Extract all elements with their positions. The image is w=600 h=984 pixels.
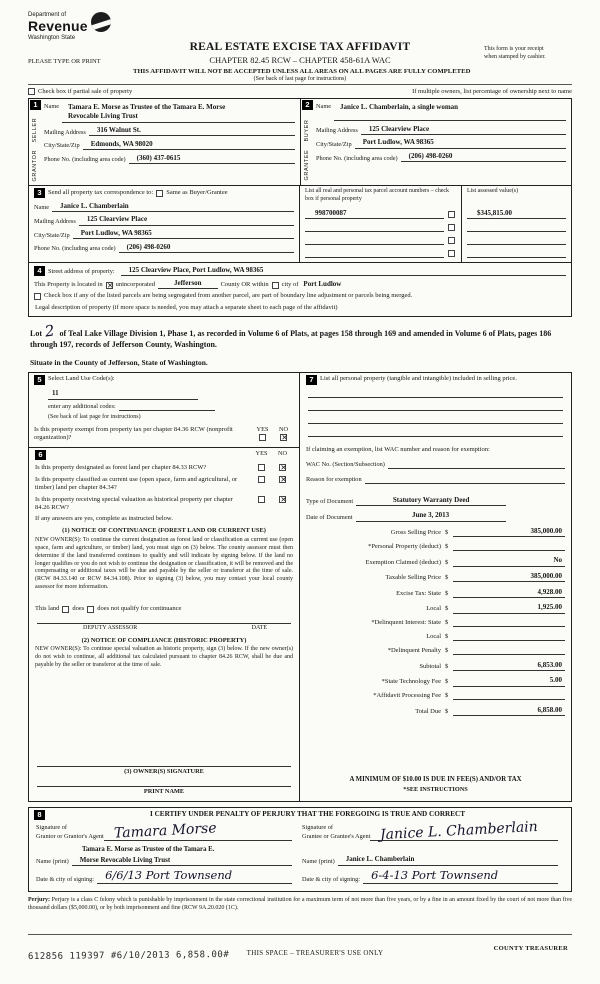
- fee-label-personal-deduct: *Personal Property (deduct): [368, 542, 441, 550]
- does-not-label: does not qualify for continuance: [97, 605, 182, 613]
- notice2-title: (2) NOTICE OF COMPLIANCE (HISTORIC PROPERTY): [81, 636, 247, 644]
- see-back-note: (See back of last page for instructions): [253, 76, 347, 83]
- dollar-sign: $: [445, 542, 449, 550]
- county-or-label: County OR within: [220, 280, 269, 288]
- middle-columns: [28, 372, 572, 802]
- fee-value-personal-deduct[interactable]: [453, 543, 565, 552]
- fee-label-excise-local: Local: [426, 605, 441, 613]
- corr-csz-label: City/State/Zip: [34, 231, 70, 239]
- parties-row: [28, 98, 572, 185]
- seller-side-word: SELLER: [31, 118, 38, 143]
- parcel-personal-checkbox-1[interactable]: [448, 211, 455, 218]
- additional-codes-field[interactable]: [119, 403, 215, 412]
- seller-mailing-label: Mailing Address: [44, 128, 86, 136]
- dept-of-label: Department of: [28, 12, 67, 18]
- street-address-field[interactable]: 125 Clearview Place, Port Ludlow, WA 98365: [121, 266, 566, 276]
- send-correspondence-label: Send all property tax correspondence to:: [48, 189, 154, 197]
- exemption-label: If claiming an exemption, list WAC number and reason for exemption:: [306, 445, 490, 453]
- street-address-label: Street address of property:: [48, 268, 115, 276]
- form-title: REAL ESTATE EXCISE TAX AFFIDAVIT: [189, 41, 411, 53]
- grantor-date-city-handwriting: 6/6/13 Port Townsend: [105, 868, 233, 883]
- dollar-sign: $: [445, 707, 449, 715]
- grantee-signature-handwriting: Janice L. Chamberlain: [380, 818, 539, 843]
- parcel-numbers-header: List all real and personal tax parcel account numbers – check box if personal property: [305, 188, 449, 202]
- section-5-badge: 5: [34, 375, 45, 385]
- city-checkbox[interactable]: [272, 282, 279, 289]
- historical-question: Is this property receiving special valuation as historical property per chapter 84.26 RCW?: [35, 495, 233, 512]
- handwritten-lot-number: 2: [43, 321, 56, 341]
- this-land-label: This land: [35, 605, 60, 613]
- buyer-phone-label: Phone No. (including area code): [316, 154, 398, 162]
- fee-value-total-due[interactable]: 6,858.00: [453, 706, 565, 716]
- seller-mailing-field[interactable]: 316 Walnut St.: [89, 126, 295, 136]
- dollar-sign: $: [445, 647, 449, 655]
- parcel-personal-checkbox-3[interactable]: [448, 237, 455, 244]
- dollar-sign: $: [445, 558, 449, 566]
- header: [28, 10, 572, 84]
- receipt-note: [484, 46, 572, 62]
- fee-label-excise-state: Excise Tax: State: [396, 589, 441, 597]
- grantor-signature-label: [36, 824, 104, 841]
- fee-value-affidavit-fee[interactable]: [453, 692, 565, 701]
- additional-codes-label: enter any additional codes:: [48, 403, 116, 411]
- section-7-badge: 7: [306, 375, 317, 385]
- see-instructions-note: *SEE INSTRUCTIONS: [403, 786, 468, 794]
- land-use-section: [28, 372, 300, 448]
- fee-label-gross: Gross Selling Price: [390, 529, 441, 537]
- does-label: does: [72, 605, 85, 613]
- corr-mailing-label: Mailing Address: [34, 217, 76, 225]
- personal-property-line-2[interactable]: [308, 398, 563, 411]
- grantor-side-word: GRANTOR: [31, 149, 38, 181]
- fee-value-delinquent-penalty[interactable]: [453, 647, 565, 656]
- perjury-lead: Perjury:: [28, 896, 50, 903]
- partial-sale-row: [28, 84, 572, 98]
- section-1-badge: 1: [30, 100, 41, 110]
- section-2-badge: 2: [302, 100, 313, 110]
- buyer-grantee-box: [300, 99, 571, 185]
- county-treasurer-label: COUNTY TREASURER: [493, 945, 568, 952]
- does-qualify-checkbox[interactable]: [62, 606, 69, 613]
- dollar-sign: $: [445, 574, 449, 582]
- fee-value-excise-local[interactable]: 1,925.00: [453, 603, 565, 613]
- dollar-sign: $: [445, 619, 449, 627]
- parcel-number-field-3[interactable]: [305, 236, 444, 245]
- current-use-no-checkbox[interactable]: [279, 476, 286, 483]
- segregated-checkbox[interactable]: [34, 293, 41, 300]
- fee-label-taxable: Taxable Selling Price: [385, 574, 441, 582]
- parcel-personal-checkbox-4[interactable]: [448, 250, 455, 257]
- date-of-document-field[interactable]: June 3, 2013: [356, 511, 506, 521]
- assessed-value-field-4[interactable]: [467, 249, 566, 258]
- seller-phone-field[interactable]: (360) 437-0615: [129, 154, 295, 164]
- dor-logo-icon: [91, 12, 111, 32]
- dollar-sign: $: [445, 633, 449, 641]
- seller-csz-field[interactable]: Edmonds, WA 98020: [83, 140, 295, 150]
- buyer-csz-field[interactable]: Port Ludlow, WA 98365: [355, 138, 566, 148]
- grantor-signature-label-line2: Grantor or Grantor's Agent: [36, 832, 104, 840]
- personal-property-label: List all personal property (tangible and intangible) included in selling price.: [320, 374, 517, 382]
- date-label: DATE: [251, 625, 267, 632]
- seller-grantor-box: [29, 99, 300, 185]
- personal-property-line-3[interactable]: [308, 411, 563, 424]
- fee-label-affidavit-fee: *Affidavit Processing Fee: [373, 692, 441, 700]
- grantor-date-city-field[interactable]: [97, 868, 292, 884]
- same-as-buyer-checkbox[interactable]: [156, 190, 163, 197]
- dollar-sign: $: [445, 589, 449, 597]
- grantor-date-city-label: Date & city of signing:: [36, 876, 95, 884]
- city-of-label: city of: [281, 280, 299, 288]
- exempt-question: Is this property exempt from property tax per chapter 84.36 RCW (nonprofit organization)?: [34, 426, 233, 442]
- owners-signature-line[interactable]: [37, 756, 291, 767]
- receipt-note-line1: This form is your receipt: [484, 46, 544, 52]
- assessed-value-field-3[interactable]: [467, 236, 566, 245]
- treasurer-footer: [28, 934, 572, 984]
- revenue-label: Revenue: [28, 17, 88, 34]
- fee-label-state-tech-fee: *State Technology Fee: [381, 678, 441, 686]
- chapter-line: CHAPTER 82.45 RCW – CHAPTER 458-61A WAC: [209, 55, 391, 66]
- personal-property-line-4[interactable]: [308, 424, 563, 437]
- grantor-signature-field[interactable]: [104, 820, 292, 842]
- forest-land-question: Is this property designated as forest land per chapter 84.33 RCW?: [35, 463, 207, 471]
- grantee-side-word: GRANTEE: [303, 149, 310, 181]
- grantor-name-print-label: Name (print): [36, 858, 69, 866]
- exempt-yes-label: YES: [256, 426, 269, 434]
- grantee-signature-field[interactable]: [370, 818, 558, 843]
- grantee-date-city-handwriting: 6-4-13 Port Townsend: [371, 867, 499, 882]
- section6-no-header: NO: [277, 450, 288, 458]
- grantor-name-print-field[interactable]: Morse Revocable Living Trust: [72, 856, 292, 866]
- buyer-grantee-side-label: [302, 113, 312, 182]
- type-of-document-label: Type of Document: [306, 498, 354, 506]
- legal-text-pre: Lot: [30, 329, 42, 339]
- dollar-sign: $: [445, 678, 449, 686]
- perjury-text: Perjury is a class C felony which is punishable by imprisonment in the state correctional institution for a maximum term of not more than five years, or by a fine in an amount fixed by the court of not more than five thousand dollars ($5,000.00), or by both imprisonment and fine (RCW 9A.20.020 (1C).: [28, 896, 573, 912]
- section-3-badge: 3: [34, 188, 45, 198]
- dollar-sign: $: [445, 529, 449, 537]
- exempt-yes-checkbox[interactable]: [259, 434, 266, 441]
- city-field[interactable]: Port Ludlow: [303, 280, 342, 289]
- section5-see-back: (See back of last page for instructions): [48, 413, 141, 420]
- buyer-mailing-label: Mailing Address: [316, 127, 358, 135]
- buyer-name-label: Name: [316, 103, 332, 111]
- county-field[interactable]: Jefferson: [158, 279, 218, 289]
- minimum-due-note: A MINIMUM OF $10.00 IS DUE IN FEE(S) AND/OR TAX: [349, 775, 522, 783]
- certify-statement: I CERTIFY UNDER PENALTY OF PERJURY THAT THE FOREGOING IS TRUE AND CORRECT: [150, 810, 465, 819]
- buyer-name-field[interactable]: [334, 103, 566, 121]
- parcel-number-field-1[interactable]: 998700087: [305, 209, 444, 219]
- assessed-values-box: [462, 186, 571, 262]
- certification-section: [28, 807, 572, 892]
- does-not-qualify-checkbox[interactable]: [87, 606, 94, 613]
- multiple-owners-note: If multiple owners, list percentage of ownership next to name: [412, 87, 572, 95]
- treasurer-space-label: THIS SPACE – TREASURER'S USE ONLY: [246, 949, 384, 957]
- corr-name-label: Name: [34, 204, 50, 212]
- dollar-sign: $: [445, 605, 449, 613]
- cashier-stamp: 612856 119397 #6/10/2013 6,858.00#: [27, 949, 230, 963]
- fee-value-state-tech-fee[interactable]: 5.00: [453, 676, 565, 686]
- assessed-values-header: List assessed value(s): [467, 188, 519, 195]
- partial-sale-label: Check box if partial sale of property: [38, 87, 133, 95]
- fee-value-delinquent-interest-state[interactable]: [453, 619, 565, 628]
- grantee-name-print-field[interactable]: Janice L. Chamberlain: [338, 855, 558, 865]
- reason-label: Reason for exemption: [306, 476, 362, 484]
- deputy-assessor-signature-line[interactable]: [37, 613, 291, 624]
- section-4-badge: 4: [34, 266, 45, 276]
- dollar-sign: $: [445, 662, 449, 670]
- grantee-date-city-field[interactable]: [363, 868, 558, 884]
- owners-signature-label: (3) OWNER(S) SIGNATURE: [124, 768, 204, 776]
- grantor-print-name-overflow: Tamara E. Morse as Trustee of the Tamara E.: [82, 846, 215, 854]
- grantee-name-print-label: Name (print): [302, 857, 335, 865]
- corr-csz-field[interactable]: Port Ludlow, WA 98365: [73, 229, 294, 239]
- fee-value-subtotal[interactable]: 6,853.00: [453, 661, 565, 671]
- same-as-buyer-label: Same as Buyer/Grantee: [166, 189, 228, 197]
- print-name-line[interactable]: [37, 776, 291, 787]
- exempt-no-checkbox[interactable]: [280, 434, 287, 441]
- seller-name-label: Name: [44, 103, 60, 111]
- corr-phone-field[interactable]: (206) 498-0260: [119, 243, 294, 253]
- seller-grantor-side-label: [30, 113, 40, 182]
- parcel-number-field-2[interactable]: [305, 223, 444, 232]
- parcel-personal-checkbox-2[interactable]: [448, 224, 455, 231]
- seller-name-line2: Revocable Living Trust: [68, 111, 138, 120]
- type-of-document-field[interactable]: Statutory Warranty Deed: [356, 496, 506, 506]
- section-3: [28, 185, 572, 263]
- unincorporated-checkbox[interactable]: [106, 282, 113, 289]
- current-use-yes-checkbox[interactable]: [258, 476, 265, 483]
- assessed-value-field-1[interactable]: $345,815.00: [467, 209, 566, 219]
- notice1-text: NEW OWNER(S): To continue the current designation as forest land or classification as current use (open space, farm and agriculture, or timber) land, you must sign on (3) below. The county assessor must then determine if the land transferred continues to qualify and will indicate by signing below. If the land no longer qualifies or you do not wish to continue the designation or classification, it will be removed and the compensating or additional taxes will be due and payable by the seller or transferor at the time of sale. (RCW 84.33.140 or RCW 84.34.108). Prior to signing (3) below, you may contact your local county assessor for more information.: [35, 536, 293, 591]
- buyer-side-word: BUYER: [303, 119, 310, 142]
- assessed-value-field-2[interactable]: [467, 223, 566, 232]
- receipt-note-line2: when stamped by cashier.: [484, 53, 546, 60]
- grantor-signature-label-line1: Signature of: [36, 824, 67, 832]
- buyer-phone-field[interactable]: (206) 498-0260: [401, 152, 566, 162]
- corr-name-field[interactable]: Janice L. Chamberlain: [52, 202, 294, 212]
- section-8-badge: 8: [34, 810, 45, 820]
- fee-value-excise-state[interactable]: 4,928.00: [453, 588, 565, 598]
- date-of-document-label: Date of Document: [306, 513, 353, 521]
- grantee-date-city-label: Date & city of signing:: [302, 875, 361, 883]
- personal-property-line-1[interactable]: [308, 385, 563, 398]
- land-use-code-field[interactable]: 11: [48, 388, 198, 400]
- parcel-numbers-box: [300, 186, 462, 262]
- warning-line: THIS AFFIDAVIT WILL NOT BE ACCEPTED UNLESS ALL AREAS ON ALL PAGES ARE FULLY COMPLETED: [133, 68, 471, 75]
- segregated-label: Check box if any of the listed parcels are being segregated from another parcel, are part of boundary line adjustment or parcels being merged.: [44, 292, 413, 300]
- grantee-signature-label-line2: Grantee or Grantee's Agent: [302, 832, 371, 840]
- notice2-text: NEW OWNER(S): To continue special valuation as historic property, sign (3) below. If the new owner(s) do not wish to continue, all additional tax calculated pursuant to chapter 84.26 RCW, shall be due and payable by the seller or transferor at the time of sale.: [35, 646, 293, 669]
- wac-field[interactable]: [388, 460, 565, 469]
- corr-phone-label: Phone No. (including area code): [34, 245, 116, 253]
- situate-line: Situate in the County of Jefferson, State of Washington.: [30, 357, 208, 367]
- fee-label-delinquent-penalty: *Delinquent Penalty: [387, 647, 441, 655]
- perjury-notice: [28, 896, 572, 912]
- buyer-mailing-field[interactable]: 125 Clearview Place: [361, 125, 566, 135]
- historical-no-checkbox[interactable]: [279, 496, 286, 503]
- dollar-sign: $: [445, 692, 449, 700]
- grantor-signature-handwriting: Tamara Morse: [113, 820, 217, 842]
- fee-label-total-due: Total Due: [415, 707, 441, 715]
- legal-description-label: Legal description of property (if more space is needed, you may attach a separate sheet to each page of the affidavit): [35, 304, 338, 311]
- legal-text-post: of Teal Lake Village Division 1, Phase 1, as recorded in Volume 6 of Plats, at pages 158 through 169 and amended in Volume 6 of Plats, pages 186 through 197, records of Jefferson County, Washington.: [30, 329, 552, 350]
- property-location-section: [28, 263, 572, 317]
- deputy-assessor-label: DEPUTY ASSESSOR: [83, 625, 138, 632]
- fee-value-taxable[interactable]: 385,000.00: [453, 572, 565, 582]
- grantee-signature-label: [302, 824, 370, 841]
- wac-label: WAC No. (Section/Subsection): [306, 460, 385, 468]
- exempt-no-label: NO: [278, 426, 289, 434]
- forest-no-checkbox[interactable]: [279, 464, 286, 471]
- print-name-label: PRINT NAME: [143, 788, 185, 796]
- notice1-title: (1) NOTICE OF CONTINUANCE (FOREST LAND OR CURRENT USE): [62, 527, 266, 535]
- unincorporated-label: unincorporated: [115, 280, 155, 288]
- seller-csz-label: City/State/Zip: [44, 142, 80, 150]
- fee-label-exemption-deduct: Exemption Claimed (deduct): [365, 558, 441, 566]
- section6-yes-header: YES: [255, 450, 268, 458]
- land-use-label: Select Land Use Code(s):: [48, 374, 115, 382]
- fee-value-exemption-deduct[interactable]: No: [453, 556, 565, 566]
- fee-label-delinquent-interest-state: *Delinquent Interest: State: [371, 619, 441, 627]
- please-type-label: PLEASE TYPE OR PRINT: [28, 58, 101, 65]
- tax-correspondence-box: [29, 186, 300, 262]
- partial-sale-checkbox[interactable]: [28, 88, 35, 95]
- legal-description: [28, 317, 572, 350]
- forest-land-section: [28, 448, 300, 802]
- if-yes-note: If any answers are yes, complete as instructed below.: [35, 515, 173, 523]
- section-6-badge: 6: [35, 450, 46, 460]
- historical-yes-checkbox[interactable]: [258, 496, 265, 503]
- corr-mailing-field[interactable]: 125 Clearview Place: [79, 215, 294, 225]
- personal-property-tax-section: [300, 372, 572, 802]
- parcel-number-field-4[interactable]: [305, 249, 444, 258]
- dor-logo: [28, 12, 111, 43]
- reason-field[interactable]: [365, 476, 565, 485]
- current-use-question: Is this property classified as current use (open space, farm and agricultural, or timber) land per chapter 84.34?: [35, 476, 238, 492]
- forest-yes-checkbox[interactable]: [258, 464, 265, 471]
- located-in-label: This Property is located in: [34, 280, 103, 288]
- fee-value-gross[interactable]: 385,000.00: [453, 527, 565, 537]
- buyer-csz-label: City/State/Zip: [316, 140, 352, 148]
- seller-name-line1: Tamara E. Morse as Trustee of the Tamara E. Morse: [68, 103, 226, 112]
- fee-label-subtotal: Subtotal: [419, 662, 441, 670]
- seller-phone-label: Phone No. (including area code): [44, 156, 126, 164]
- seller-name-field[interactable]: [62, 103, 295, 123]
- fee-label-delinquent-interest-local: Local: [426, 633, 441, 641]
- buyer-name-line1: Janice L. Chamberlain, a single woman: [340, 103, 459, 112]
- fee-value-delinquent-interest-local[interactable]: [453, 633, 565, 642]
- washington-state-label: Washington State: [28, 35, 76, 41]
- grantee-signature-label-line1: Signature of: [302, 824, 333, 832]
